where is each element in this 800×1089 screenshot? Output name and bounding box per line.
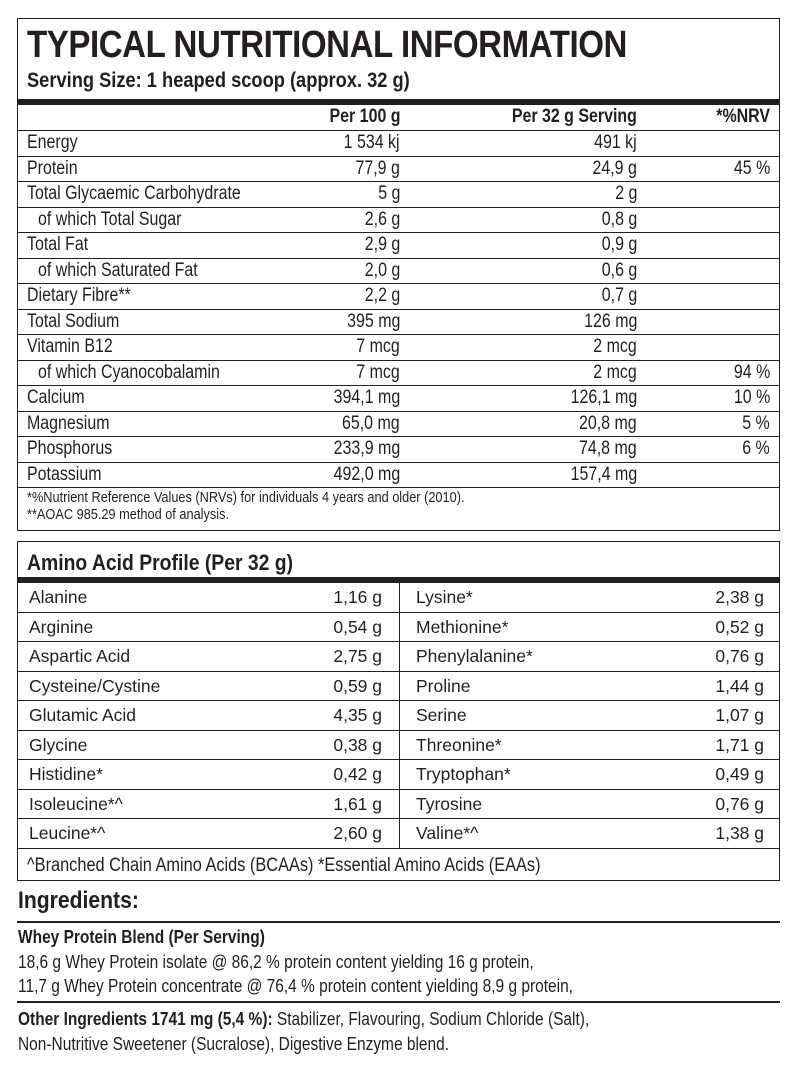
amino-name: Glutamic Acid	[29, 705, 136, 725]
amino-row	[18, 583, 779, 613]
value-nrv: 6 %	[742, 438, 770, 459]
value-per-100g: 395 mg	[346, 310, 400, 332]
value-per-100g: 233,9 mg	[333, 438, 400, 459]
amino-row	[18, 760, 779, 790]
nutrition-row	[18, 310, 779, 336]
footnote-aoac: **AOAC 985.29 method of analysis.	[27, 506, 229, 523]
amino-cell	[18, 760, 400, 789]
nutrition-row	[18, 157, 779, 183]
nutrient-name: of which Cyanocobalamin	[38, 361, 220, 383]
amino-name: Leucine*^	[29, 823, 106, 843]
amino-name: Serine	[416, 705, 467, 725]
amino-cell	[400, 672, 779, 701]
nutrition-row	[18, 131, 779, 157]
value-per-100g: 2,2 g	[364, 285, 400, 306]
amino-name: Proline	[416, 675, 471, 696]
amino-value: 2,38 g	[715, 587, 764, 607]
amino-cell	[400, 613, 779, 642]
amino-row	[18, 819, 779, 849]
value-per-serving: 0,9 g	[601, 234, 637, 255]
nutrition-row	[18, 463, 779, 489]
value-per-100g: 7 mcg	[356, 336, 400, 357]
value-nrv: 5 %	[742, 412, 770, 434]
whey-concentrate-line: 11,7 g Whey Protein concentrate @ 76,4 % protein content yielding 8,9 g protein,	[18, 976, 573, 996]
value-nrv: 45 %	[733, 157, 770, 179]
nutrition-row	[18, 284, 779, 310]
ingredients-title: Ingredients:	[18, 887, 139, 914]
amino-value: 2,60 g	[333, 823, 382, 843]
value-per-100g: 5 g	[377, 183, 400, 204]
other-ingredients-text-1: Stabilizer, Flavouring, Sodium Chloride (Salt),	[272, 1009, 590, 1029]
nutrition-row	[18, 361, 779, 387]
amino-cell	[18, 731, 400, 760]
amino-name: Alanine	[29, 587, 88, 607]
amino-cell	[18, 790, 400, 819]
amino-acid-table	[18, 583, 779, 849]
nutrition-row	[18, 208, 779, 234]
value-per-100g: 7 mcg	[356, 361, 400, 383]
nutrition-title: TYPICAL NUTRITIONAL INFORMATION	[27, 24, 627, 66]
amino-name: Tryptophan*	[416, 764, 511, 784]
value-nrv: 10 %	[733, 387, 770, 408]
amino-row	[18, 642, 779, 672]
amino-name: Arginine	[29, 616, 94, 637]
amino-row	[18, 701, 779, 731]
amino-value: 0,42 g	[333, 764, 382, 784]
value-per-100g: 2,6 g	[364, 208, 400, 230]
amino-cell	[400, 731, 779, 760]
whey-isolate-line: 18,6 g Whey Protein isolate @ 86,2 % protein content yielding 16 g protein,	[18, 952, 534, 972]
amino-footnote: ^Branched Chain Amino Acids (BCAAs) *Essential Amino Acids (EAAs)	[27, 855, 541, 876]
amino-cell	[400, 642, 779, 671]
amino-name: Lysine*	[416, 587, 473, 607]
amino-value: 1,07 g	[715, 705, 764, 725]
amino-value: 0,59 g	[333, 675, 382, 696]
nutrient-name: Total Glycaemic Carbohydrate	[27, 183, 241, 204]
value-per-serving: 74,8 mg	[579, 438, 637, 459]
nutrition-row	[18, 335, 779, 361]
nutrition-row	[18, 182, 779, 208]
amino-name: Valine*^	[416, 823, 479, 843]
serving-size: Serving Size: 1 heaped scoop (approx. 32 g)	[27, 69, 410, 92]
amino-acid-title: Amino Acid Profile (Per 32 g)	[27, 550, 294, 575]
amino-cell	[18, 583, 400, 612]
other-ingredients-label: Other Ingredients 1741 mg (5,4 %):	[18, 1009, 273, 1029]
amino-row	[18, 672, 779, 702]
whey-blend-heading: Whey Protein Blend (Per Serving)	[18, 927, 265, 947]
amino-value: 0,49 g	[715, 764, 764, 784]
value-per-serving: 2 mcg	[593, 361, 637, 383]
amino-name: Aspartic Acid	[29, 646, 131, 666]
amino-cell	[400, 819, 779, 848]
nutrition-row	[18, 437, 779, 463]
nutrition-footnotes	[27, 489, 464, 523]
amino-value: 0,54 g	[333, 616, 382, 637]
amino-cell	[18, 642, 400, 671]
amino-cell	[400, 701, 779, 730]
value-per-100g: 1 534 kj	[344, 132, 400, 153]
amino-cell	[18, 613, 400, 642]
nutrition-table	[18, 105, 779, 488]
value-per-100g: 394,1 mg	[333, 387, 400, 408]
nutrient-name: Magnesium	[27, 412, 110, 434]
nutrient-name: Phosphorus	[27, 438, 113, 459]
value-per-serving: 0,7 g	[601, 285, 637, 306]
nutrient-name: Vitamin B12	[27, 336, 113, 357]
value-per-serving: 157,4 mg	[570, 463, 637, 485]
amino-row	[18, 731, 779, 761]
value-per-100g: 2,9 g	[364, 234, 400, 255]
nutrient-name: Potassium	[27, 463, 102, 485]
amino-name: Glycine	[29, 734, 88, 755]
amino-value: 1,16 g	[333, 587, 382, 607]
amino-name: Histidine*	[29, 764, 103, 784]
nutrition-info-panel	[17, 18, 780, 531]
nutrient-name: Protein	[27, 157, 78, 179]
nutrition-row	[18, 259, 779, 285]
amino-value: 4,35 g	[333, 705, 382, 725]
value-per-serving: 20,8 mg	[579, 412, 637, 434]
column-header-per-100g: Per 100 g	[329, 106, 400, 127]
amino-value: 2,75 g	[333, 646, 382, 666]
value-per-serving: 126,1 mg	[570, 387, 637, 408]
nutrition-table-header	[18, 105, 779, 131]
value-per-serving: 2 g	[614, 183, 637, 204]
amino-name: Tyrosine	[416, 793, 483, 814]
amino-row	[18, 790, 779, 820]
nutrient-name: Energy	[27, 132, 78, 153]
amino-name: Threonine*	[416, 734, 502, 755]
amino-name: Cysteine/Cystine	[29, 675, 161, 696]
nutrient-name: Total Fat	[27, 234, 89, 255]
nutrition-row	[18, 386, 779, 412]
amino-cell	[18, 701, 400, 730]
value-per-100g: 492,0 mg	[333, 463, 400, 485]
amino-value: 1,44 g	[715, 675, 764, 696]
footnote-nrv: *%Nutrient Reference Values (NRVs) for individuals 4 years and older (2010).	[27, 489, 465, 506]
ingredients-divider	[17, 921, 780, 923]
column-header-nrv: *%NRV	[716, 106, 770, 127]
value-per-100g: 77,9 g	[355, 157, 400, 179]
value-per-serving: 0,8 g	[601, 208, 637, 230]
nutrition-row	[18, 412, 779, 438]
amino-value: 0,76 g	[715, 646, 764, 666]
amino-cell	[400, 760, 779, 789]
value-per-serving: 24,9 g	[592, 157, 637, 179]
other-ingredients-line-2: Non-Nutritive Sweetener (Sucralose), Digestive Enzyme blend.	[18, 1034, 450, 1054]
amino-value: 1,38 g	[715, 823, 764, 843]
amino-value: 0,76 g	[715, 793, 764, 814]
amino-name: Methionine*	[416, 616, 509, 637]
nutrient-name: of which Saturated Fat	[38, 259, 198, 281]
amino-acid-panel	[17, 541, 780, 881]
value-per-serving: 126 mg	[583, 310, 637, 332]
value-per-serving: 2 mcg	[593, 336, 637, 357]
nutrition-row	[18, 233, 779, 259]
amino-value: 1,61 g	[333, 793, 382, 814]
nutrient-name: of which Total Sugar	[38, 208, 182, 230]
amino-value: 1,71 g	[715, 734, 764, 755]
value-per-serving: 491 kj	[594, 132, 637, 153]
amino-cell	[400, 790, 779, 819]
amino-name: Isoleucine*^	[29, 793, 123, 814]
other-ingredients-line-1	[18, 1008, 589, 1030]
nutrient-name: Calcium	[27, 387, 85, 408]
amino-row	[18, 613, 779, 643]
other-ingredients-divider	[17, 1001, 780, 1003]
amino-value: 0,52 g	[715, 616, 764, 637]
amino-name: Phenylalanine*	[416, 646, 533, 666]
nutrient-name: Dietary Fibre**	[27, 285, 131, 306]
amino-cell	[400, 583, 779, 612]
amino-cell	[18, 672, 400, 701]
value-per-serving: 0,6 g	[601, 259, 637, 281]
value-per-100g: 65,0 mg	[342, 412, 400, 434]
value-nrv: 94 %	[733, 361, 770, 383]
column-header-per-serving: Per 32 g Serving	[511, 106, 637, 127]
value-per-100g: 2,0 g	[364, 259, 400, 281]
nutrient-name: Total Sodium	[27, 310, 120, 332]
amino-cell	[18, 819, 400, 848]
amino-value: 0,38 g	[333, 734, 382, 755]
